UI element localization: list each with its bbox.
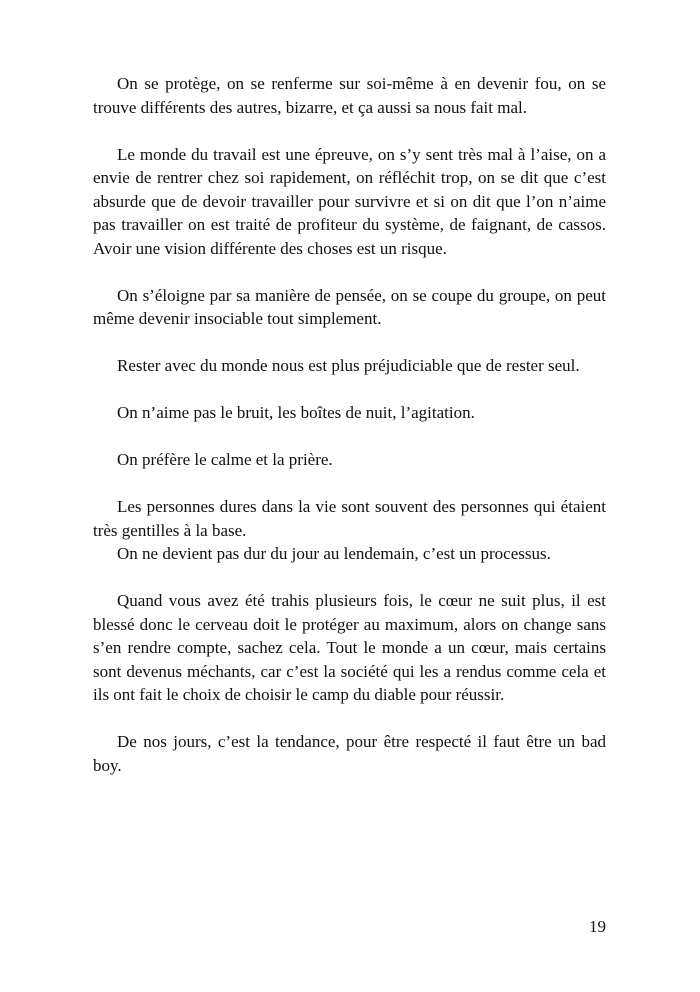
body-text xyxy=(93,72,606,801)
paragraph: De nos jours, c’est la tendance, pour être respecté il faut être un bad boy. xyxy=(93,732,606,775)
paragraph: On ne devient pas dur du jour au lendemain, c’est un processus. xyxy=(117,544,551,563)
paragraph: On se protège, on se renferme sur soi-même à en devenir fou, on se trouve différents des autres, bizarre, et ça aussi sa nous fait mal. xyxy=(93,74,606,117)
paragraph: On s’éloigne par sa manière de pensée, on se coupe du groupe, on peut même devenir insociable tout simplement. xyxy=(93,285,606,328)
paragraph: On n’aime pas le bruit, les boîtes de nuit, l’agitation. xyxy=(117,403,475,422)
paragraph: Les personnes dures dans la vie sont souvent des personnes qui étaient très gentilles à la base. xyxy=(93,497,606,540)
paragraph: Le monde du travail est une épreuve, on s’y sent très mal à l’aise, on a envie de rentrer chez soi rapidement, on réfléchit trop, on se dit que c’est absurde que de devoir travailler pour survivre et si on dit que l’on n’aime pas travailler on est traité de profiteur du système, de faignant, de cassos. Avoir une vision différente des choses est un risque. xyxy=(93,144,606,258)
paragraph: Quand vous avez été trahis plusieurs fois, le cœur ne suit plus, il est blessé donc le cerveau doit le protéger au maximum, alors on change sans s’en rendre compte, sachez cela. Tout le monde a un cœur, mais certains sont devenus méchants, car c’est la société qui les a rendus comme cela et ils ont fait le choix de choisir le camp du diable pour réussir. xyxy=(93,591,606,704)
paragraph: On préfère le calme et la prière. xyxy=(117,450,333,469)
paragraph: Rester avec du monde nous est plus préjudiciable que de rester seul. xyxy=(117,356,580,375)
page-number: 19 xyxy=(589,917,606,936)
